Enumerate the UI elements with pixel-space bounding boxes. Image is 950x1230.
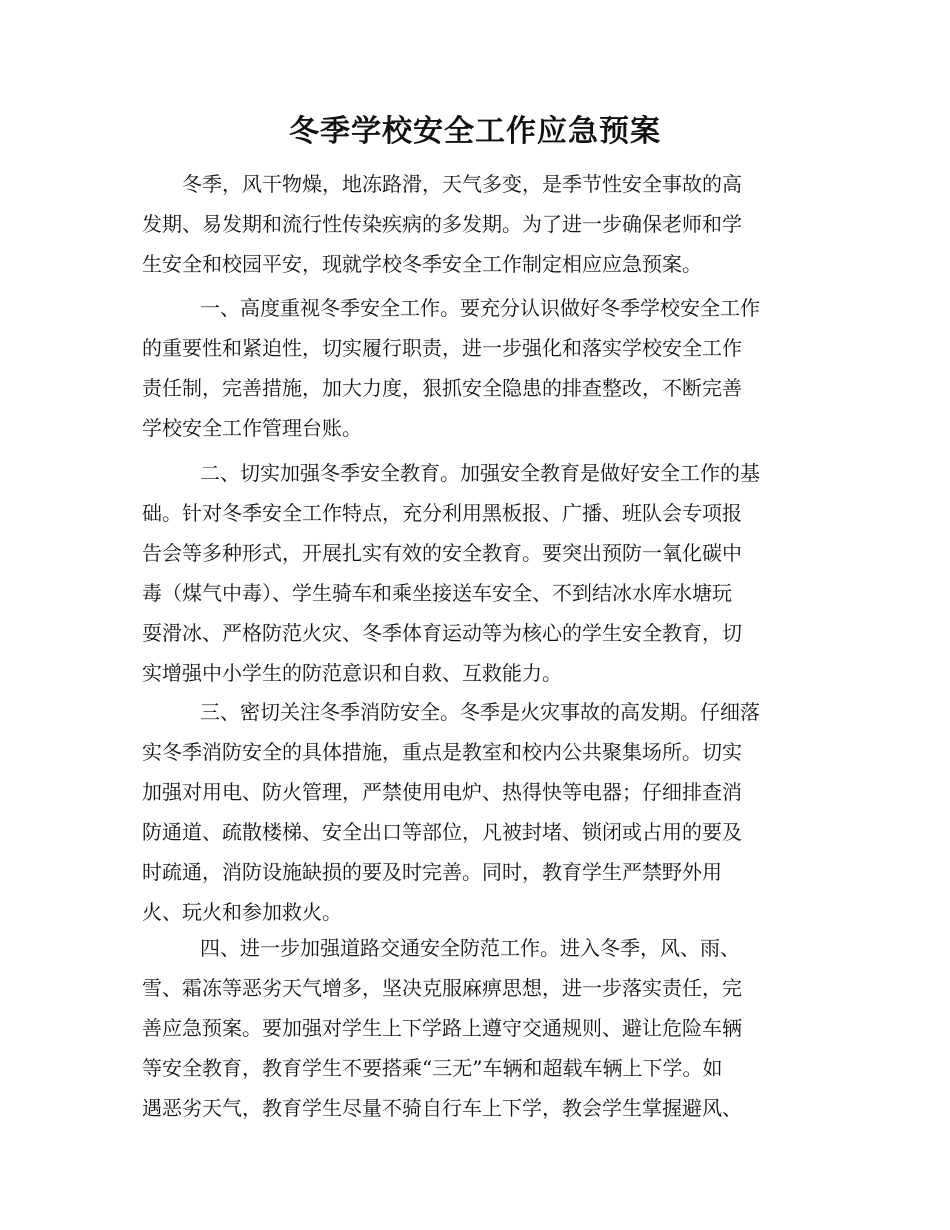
section-4-paragraph — [142, 928, 808, 1128]
paragraph-line: 二、切实加强冬季安全教育。加强安全教育是做好安全工作的基 — [200, 461, 760, 485]
section-1-paragraph — [142, 288, 808, 448]
paragraph-line: 发期、易发期和流行性传染疾病的多发期。为了进一步确保老师和学 — [142, 212, 742, 236]
paragraph-line: 一、高度重视冬季安全工作。要充分认识做好冬季学校安全工作 — [200, 296, 760, 320]
paragraph-line: 础。针对冬季安全工作特点，充分利用黑板报、广播、班队会专项报 — [142, 501, 742, 525]
section-3-paragraph — [142, 692, 808, 932]
paragraph-line: 加强对用电、防火管理，严禁使用电炉、热得快等电器；仔细排查消 — [142, 780, 742, 804]
paragraph-line: 生安全和校园平安，现就学校冬季安全工作制定相应应急预案。 — [142, 252, 702, 276]
paragraph-line: 冬季，风干物燥，地冻路滑，天气多变，是季节性安全事故的高 — [182, 172, 742, 196]
paragraph-line: 实冬季消防安全的具体措施，重点是教室和校内公共聚集场所。切实 — [142, 740, 742, 764]
paragraph-line: 四、进一步加强道路交通安全防范工作。进入冬季，风、雨、 — [200, 936, 740, 960]
paragraph-line: 告会等多种形式，开展扎实有效的安全教育。要突出预防一氧化碳中 — [142, 541, 742, 565]
document-title: 冬季学校安全工作应急预案 — [289, 114, 661, 149]
paragraph-line: 时疏通，消防设施缺损的要及时完善。同时，教育学生严禁野外用 — [142, 860, 722, 884]
paragraph-line: 毒（煤气中毒）、学生骑车和乘坐接送车安全、不到结冰水库水塘玩 — [142, 581, 732, 605]
paragraph-line: 责任制，完善措施，加大力度，狠抓安全隐患的排查整改，不断完善 — [142, 376, 742, 400]
paragraph-line: 的重要性和紧迫性，切实履行职责，进一步强化和落实学校安全工作 — [142, 336, 742, 360]
paragraph-line: 三、密切关注冬季消防安全。冬季是火灾事故的高发期。仔细落 — [200, 700, 760, 724]
paragraph-line: 耍滑冰、严格防范火灾、冬季体育运动等为核心的学生安全教育，切 — [142, 621, 742, 645]
paragraph-line: 遇恶劣天气，教育学生尽量不骑自行车上下学，教会学生掌握避风、 — [142, 1096, 742, 1120]
paragraph-line: 实增强中小学生的防范意识和自救、互救能力。 — [142, 661, 562, 685]
paragraph-line: 火、玩火和参加救火。 — [142, 900, 342, 924]
paragraph-line: 防通道、疏散楼梯、安全出口等部位，凡被封堵、锁闭或占用的要及 — [142, 820, 742, 844]
paragraph-line: 学校安全工作管理台账。 — [142, 416, 362, 440]
intro-paragraph — [142, 164, 808, 284]
paragraph-line: 等安全教育，教育学生不要搭乘“三无”车辆和超载车辆上下学。如 — [142, 1056, 723, 1080]
section-2-paragraph — [142, 453, 808, 693]
paragraph-line: 雪、霜冻等恶劣天气增多，坚决克服麻痹思想，进一步落实责任，完 — [142, 976, 742, 1000]
paragraph-line: 善应急预案。要加强对学生上下学路上遵守交通规则、避让危险车辆 — [142, 1016, 742, 1040]
